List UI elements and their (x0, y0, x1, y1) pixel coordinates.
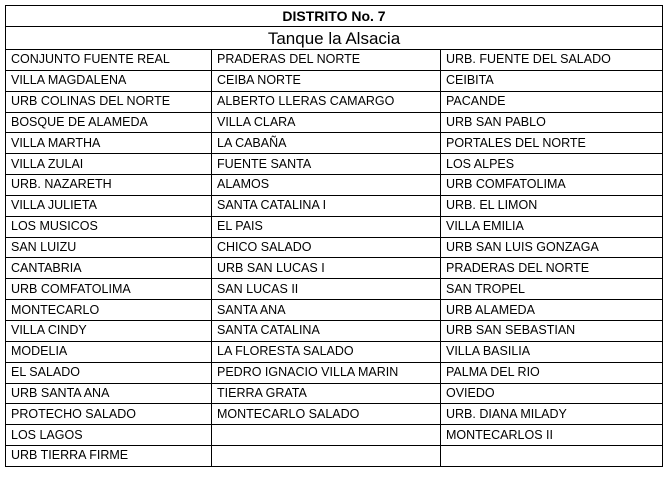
neighborhood-cell: SANTA ANA (212, 300, 441, 321)
neighborhood-cell: PORTALES DEL NORTE (441, 133, 663, 154)
neighborhood-cell: CEIBA NORTE (212, 70, 441, 91)
neighborhood-cell: EL PAIS (212, 216, 441, 237)
neighborhood-cell: OVIEDO (441, 383, 663, 404)
neighborhood-cell: URB. EL LIMON (441, 195, 663, 216)
table-row (6, 50, 663, 71)
table-row (6, 320, 663, 341)
table-row (6, 70, 663, 91)
neighborhood-cell: LOS MUSICOS (6, 216, 212, 237)
neighborhood-cell: URB. NAZARETH (6, 175, 212, 196)
neighborhood-cell: MODELIA (6, 341, 212, 362)
neighborhood-cell: CONJUNTO FUENTE REAL (6, 50, 212, 71)
neighborhood-cell: MONTECARLOS II (441, 425, 663, 446)
table-row (6, 300, 663, 321)
neighborhood-cell (212, 425, 441, 446)
neighborhood-cell: VILLA EMILIA (441, 216, 663, 237)
neighborhood-cell (212, 446, 441, 467)
neighborhood-cell: VILLA JULIETA (6, 195, 212, 216)
neighborhood-cell: PRADERAS DEL NORTE (212, 50, 441, 71)
neighborhood-cell: SAN TROPEL (441, 279, 663, 300)
subtitle-row (6, 27, 663, 50)
tank-name: Tanque la Alsacia (6, 27, 663, 50)
table-row (6, 341, 663, 362)
neighborhood-cell: URB SAN PABLO (441, 112, 663, 133)
neighborhood-cell: PACANDE (441, 91, 663, 112)
neighborhood-cell: SAN LUIZU (6, 237, 212, 258)
table-row (6, 362, 663, 383)
neighborhood-cell: URB. DIANA MILADY (441, 404, 663, 425)
neighborhood-cell: MONTECARLO (6, 300, 212, 321)
district-table-body (6, 6, 663, 467)
table-row (6, 112, 663, 133)
neighborhood-cell: URB COMFATOLIMA (6, 279, 212, 300)
neighborhood-cell: BOSQUE DE ALAMEDA (6, 112, 212, 133)
neighborhood-cell: LOS ALPES (441, 154, 663, 175)
neighborhood-cell: FUENTE SANTA (212, 154, 441, 175)
neighborhood-cell: SANTA CATALINA I (212, 195, 441, 216)
neighborhood-cell: VILLA ZULAI (6, 154, 212, 175)
neighborhood-cell (441, 446, 663, 467)
neighborhood-cell: LOS LAGOS (6, 425, 212, 446)
neighborhood-cell: LA CABAÑA (212, 133, 441, 154)
table-row (6, 446, 663, 467)
neighborhood-cell: CHICO SALADO (212, 237, 441, 258)
neighborhood-cell: URB ALAMEDA (441, 300, 663, 321)
table-row (6, 91, 663, 112)
title-row (6, 6, 663, 27)
neighborhood-cell: SANTA CATALINA (212, 320, 441, 341)
neighborhood-cell: URB SAN LUCAS I (212, 258, 441, 279)
table-row (6, 425, 663, 446)
neighborhood-cell: ALBERTO LLERAS CAMARGO (212, 91, 441, 112)
table-row (6, 195, 663, 216)
neighborhood-cell: URB TIERRA FIRME (6, 446, 212, 467)
table-row (6, 383, 663, 404)
neighborhood-cell: MONTECARLO SALADO (212, 404, 441, 425)
table-row (6, 237, 663, 258)
neighborhood-cell: VILLA CLARA (212, 112, 441, 133)
neighborhood-cell: URB SAN SEBASTIAN (441, 320, 663, 341)
neighborhood-cell: URB. FUENTE DEL SALADO (441, 50, 663, 71)
neighborhood-cell: URB COMFATOLIMA (441, 175, 663, 196)
table-row (6, 279, 663, 300)
neighborhood-cell: VILLA MARTHA (6, 133, 212, 154)
table-row (6, 216, 663, 237)
neighborhood-cell: URB SAN LUIS GONZAGA (441, 237, 663, 258)
neighborhood-cell: VILLA BASILIA (441, 341, 663, 362)
table-row (6, 258, 663, 279)
neighborhood-cell: PALMA DEL RIO (441, 362, 663, 383)
neighborhood-cell: CEIBITA (441, 70, 663, 91)
neighborhood-cell: EL SALADO (6, 362, 212, 383)
district-title: DISTRITO No. 7 (6, 6, 663, 27)
neighborhood-cell: PRADERAS DEL NORTE (441, 258, 663, 279)
neighborhood-cell: URB COLINAS DEL NORTE (6, 91, 212, 112)
neighborhood-cell: VILLA MAGDALENA (6, 70, 212, 91)
table-row (6, 175, 663, 196)
district-table-container (5, 5, 662, 467)
table-row (6, 133, 663, 154)
neighborhood-cell: CANTABRIA (6, 258, 212, 279)
neighborhood-cell: LA FLORESTA SALADO (212, 341, 441, 362)
table-row (6, 154, 663, 175)
table-row (6, 404, 663, 425)
neighborhood-cell: PEDRO IGNACIO VILLA MARIN (212, 362, 441, 383)
neighborhood-cell: URB SANTA ANA (6, 383, 212, 404)
neighborhood-cell: TIERRA GRATA (212, 383, 441, 404)
neighborhood-cell: ALAMOS (212, 175, 441, 196)
district-table (5, 5, 663, 467)
neighborhood-cell: PROTECHO SALADO (6, 404, 212, 425)
neighborhood-cell: SAN LUCAS II (212, 279, 441, 300)
neighborhood-cell: VILLA CINDY (6, 320, 212, 341)
